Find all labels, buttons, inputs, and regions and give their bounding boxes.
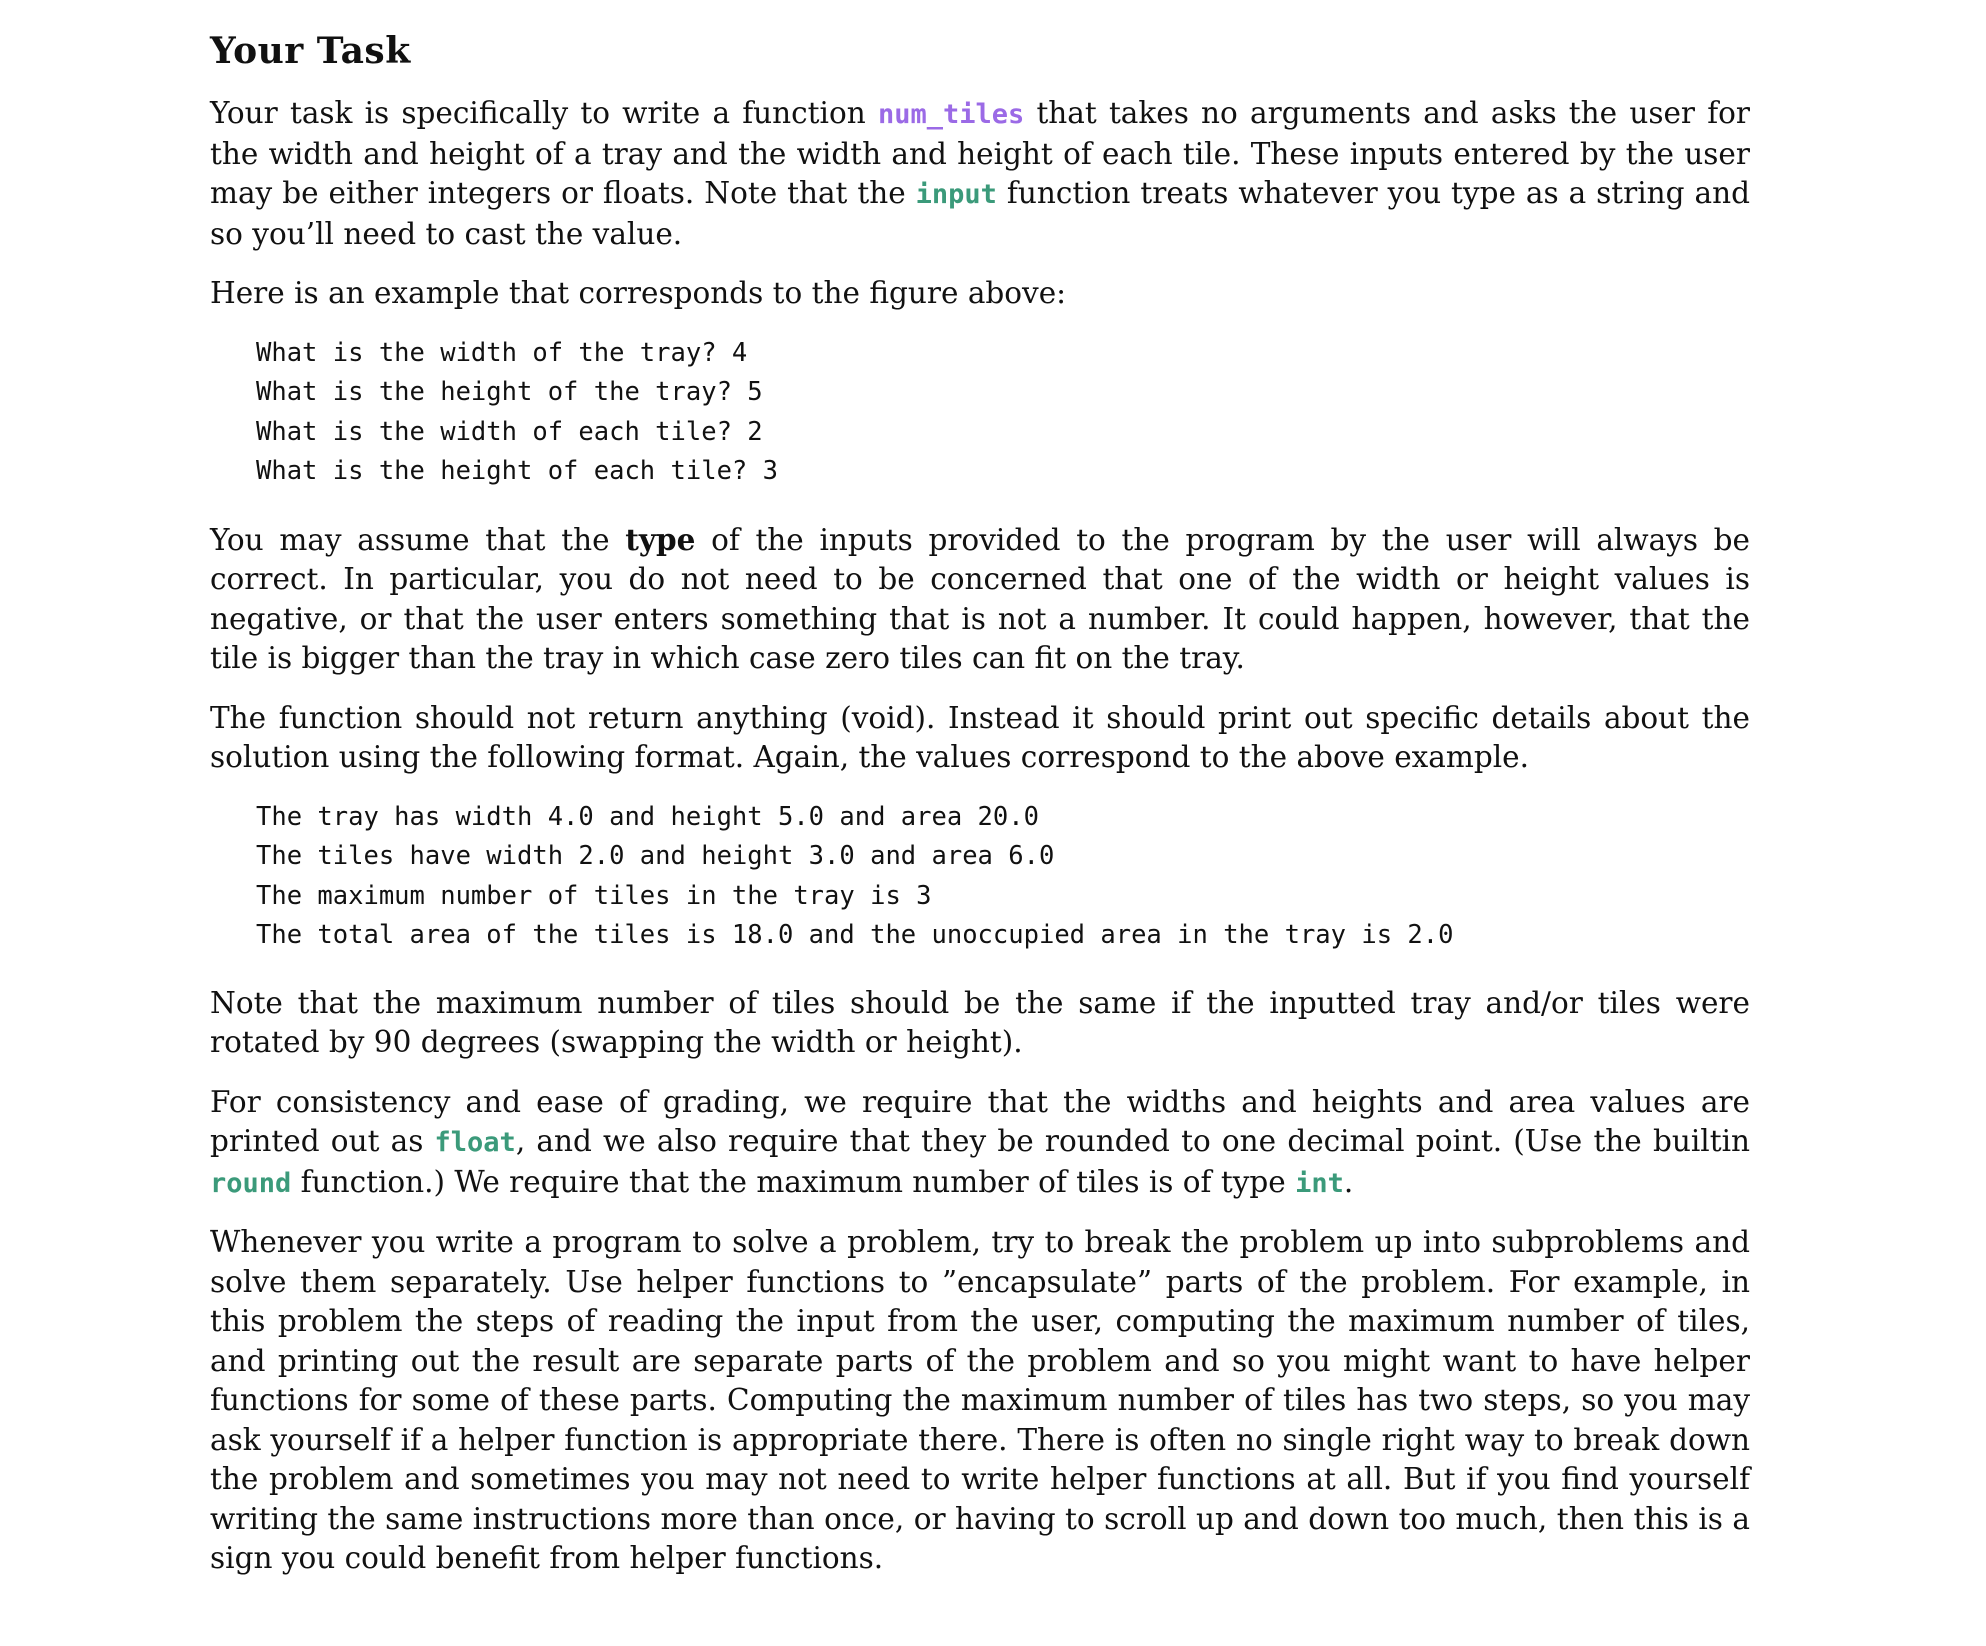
input-line: What is the height of each tile? 3 xyxy=(256,456,778,486)
output-line: The maximum number of tiles in the tray is 3 xyxy=(256,880,932,911)
task-paragraph xyxy=(210,94,1750,254)
document-page xyxy=(210,30,1750,1599)
input-line: What is the height of the tray? 5 xyxy=(256,377,763,407)
grading-text-2: , and we also require that they be rounded to one decimal point. (Use the builtin xyxy=(515,1124,1750,1158)
grading-text-4: . xyxy=(1343,1164,1354,1199)
helper-functions-paragraph: Whenever you write a program to solve a problem, try to break the problem up into subproblems and solve them separately. Use helper functions to ”encapsulate” parts of the problem. For example, in this problem the steps of reading the input from the user, computing the maximum number of tiles, and printing out the result are separate parts of the problem and so you might want to have helper functions for some of these parts. Computing the maximum number of tiles has two steps, so you may ask yourself if a helper function is appropriate there. There is often no single right way to break down the problem and sometimes you may not need to write helper functions at all. But if you find yourself writing the same instructions more than once, or having to scroll up and down too much, then this is a sign you could benefit from helper functions. xyxy=(210,1225,1750,1575)
example-output-block xyxy=(256,798,1750,956)
grading-text-1: For consistency and ease of grading, we require that the widths and heights and area values are printed out as xyxy=(210,1084,1750,1158)
example-input-block xyxy=(256,334,1750,492)
rotation-paragraph: Note that the maximum number of tiles should be the same if the inputted tray and/or tiles were rotated by 90 degrees (swapping the width or height). xyxy=(210,985,1750,1059)
section-heading: Your Task xyxy=(210,30,411,72)
assumption-text-2: of the inputs provided to the program by the user will always be correct. In particular, you do not need to be concerned that one of the width or height values is negative, or that the user enters something that is not a number. It could happen, however, that the tile is bigger than the tray in which case zero tiles can fit on the tray. xyxy=(210,522,1751,675)
code-input: input xyxy=(915,179,997,210)
grading-paragraph xyxy=(210,1083,1750,1204)
task-text-3: function treats whatever you type as a string and so you’ll need to cast the value. xyxy=(210,176,1750,251)
assumption-paragraph xyxy=(210,520,1750,679)
output-format-paragraph: The function should not return anything (void). Instead it should print out specific details about the solution using the following format. Again, the values correspond to the above example. xyxy=(210,700,1750,774)
example-intro-paragraph: Here is an example that corresponds to the figure above: xyxy=(210,276,1067,310)
code-num-tiles: num_tiles xyxy=(877,99,1025,130)
task-text-2: that takes no arguments and asks the user for the width and height of a tray and the width and height of each tile. These inputs entered by the user may be either integers or floats. Note that the xyxy=(210,96,1750,210)
code-float: float xyxy=(434,1127,516,1158)
output-line: The total area of the tiles is 18.0 and the unoccupied area in the tray is 2.0 xyxy=(256,920,1454,950)
task-text-1: Your task is specifically to write a function xyxy=(210,96,878,130)
input-line: What is the width of each tile? 2 xyxy=(256,416,763,447)
output-line: The tiles have width 2.0 and height 3.0 and area 6.0 xyxy=(256,841,1055,871)
code-int: int xyxy=(1295,1167,1344,1199)
code-round: round xyxy=(210,1167,292,1199)
bold-type-word: type xyxy=(625,521,696,557)
output-line: The tray has width 4.0 and height 5.0 and area 20.0 xyxy=(256,801,1039,832)
assumption-text-1: You may assume that the xyxy=(210,522,626,557)
grading-text-3: function.) We require that the maximum number of tiles is of type xyxy=(291,1164,1296,1199)
input-line: What is the width of the tray? 4 xyxy=(256,337,748,368)
